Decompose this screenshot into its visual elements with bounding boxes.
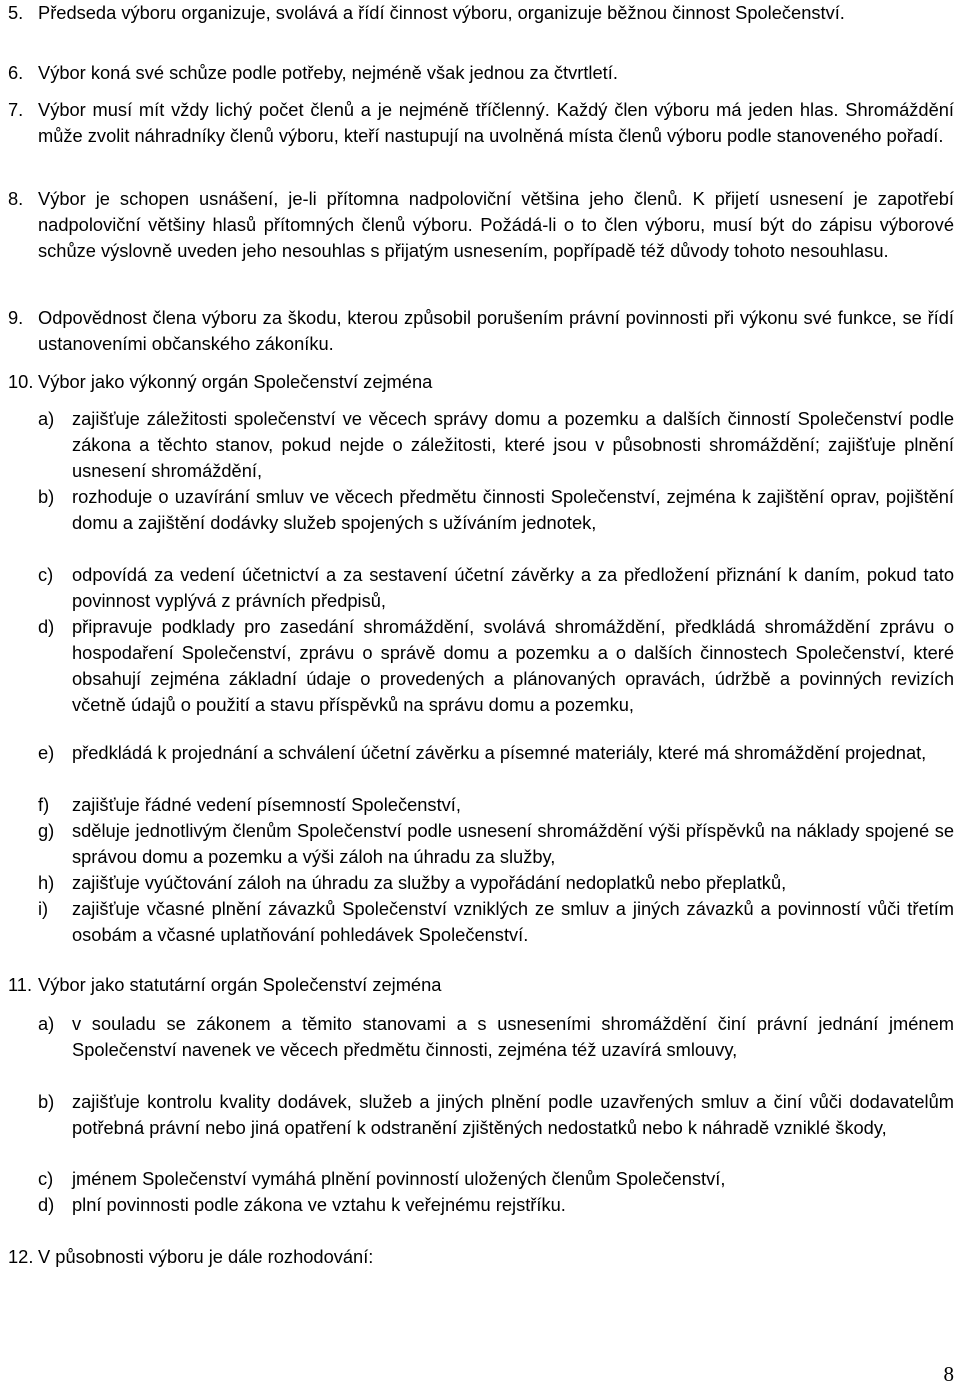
sub-item-text: předkládá k projednání a schválení účetní závěrku a písemné materiály, které má shromáždění projednat,	[72, 742, 927, 763]
article-item-6	[8, 60, 954, 86]
item-text: Výbor jako statutární orgán Společenství zejména	[38, 974, 442, 995]
item-number: 11.	[8, 974, 33, 995]
sub-item-letter: e)	[38, 742, 55, 763]
sub-item-letter: i)	[38, 898, 49, 919]
sub-item-text: zajišťuje řádné vedení písemností Společenství,	[72, 794, 461, 815]
sub-item-text: odpovídá za vedení účetnictví a za sestavení účetní závěrky a za předložení přiznání k daním, pokud tato povinnost vyplývá z právních předpisů,	[72, 564, 954, 611]
item-text: Předseda výboru organizuje, svolává a řídí činnost výboru, organizuje běžnou činnost Společenství.	[38, 2, 845, 23]
sub-item-text: připravuje podklady pro zasedání shromáždění, svolává shromáždění, předkládá shromáždění zprávu o hospodaření Společenství, zprávu o správě domu a pozemku a o dalších činnostech Společenství, které obsahují zejména základní údaje o provedených a plánovaných opravách, údržbě a povinných revizích včetně údajů o použití a stavu příspěvků na správu domu a pozemku,	[72, 616, 954, 715]
sub-item-letter: a)	[38, 1013, 55, 1034]
sub-item-text: sděluje jednotlivým členům Společenství podle usnesení shromáždění výši příspěvků na náklady spojené se správou domu a pozemku a výši záloh na úhradu za služby,	[72, 820, 954, 867]
sub-item-10e	[38, 740, 954, 766]
item-text: Výbor jako výkonný orgán Společenství zejména	[38, 371, 433, 392]
sub-item-text: rozhoduje o uzavírání smluv ve věcech předmětu činnosti Společenství, zejména k zajištění oprav, pojištění domu a zajištění dodávky služeb spojených s užíváním jednotek,	[72, 486, 954, 533]
item-text: Výbor je schopen usnášení, je-li přítomna nadpoloviční většina jeho členů. K přijetí usnesení je zapotřebí nadpoloviční většiny hlasů přítomných členů výboru. Požádá-li o to člen výboru, musí být do zápisu výborové schůze výslovně uveden jeho nesouhlas s přijatým usnesením, popřípadě též důvody tohoto nesouhlasu.	[38, 188, 954, 261]
sub-item-10a	[38, 406, 954, 484]
sub-item-letter: d)	[38, 1194, 55, 1215]
sub-item-text: zajišťuje záležitosti společenství ve věcech správy domu a pozemku a dalších činností Společenství podle zákona a těchto stanov, pokud nejde o záležitosti, které jsou v působnosti shromáždění; zajišťuje plnění usnesení shromáždění,	[72, 408, 954, 481]
item-number: 10.	[8, 371, 34, 392]
item-text: V působnosti výboru je dále rozhodování:	[38, 1246, 374, 1267]
article-item-11	[8, 972, 954, 998]
item-text: Výbor musí mít vždy lichý počet členů a je nejméně tříčlenný. Každý člen výboru má jeden hlas. Shromáždění může zvolit náhradníky členů výboru, kteří nastupují na uvolněná místa členů výboru podle stanoveného pořadí.	[38, 99, 954, 146]
item-number: 8.	[8, 188, 24, 209]
article-item-7	[8, 97, 954, 149]
sub-item-letter: f)	[38, 794, 50, 815]
sub-item-letter: b)	[38, 1091, 55, 1112]
sub-item-11b	[38, 1089, 954, 1141]
sub-item-letter: h)	[38, 872, 55, 893]
item-number: 9.	[8, 307, 24, 328]
sub-item-letter: a)	[38, 408, 55, 429]
sub-item-letter: c)	[38, 1168, 54, 1189]
sub-item-letter: c)	[38, 564, 54, 585]
item-text: Odpovědnost člena výboru za škodu, kterou způsobil porušením právní povinnosti při výkonu své funkce, se řídí ustanoveními občanského zákoníku.	[38, 307, 954, 354]
article-item-8	[8, 186, 954, 264]
sub-item-10i	[38, 896, 954, 948]
sub-item-letter: d)	[38, 616, 55, 637]
sub-item-10c	[38, 562, 954, 614]
item-number: 12.	[8, 1246, 34, 1267]
sub-item-text: plní povinnosti podle zákona ve vztahu k veřejnému rejstříku.	[72, 1194, 566, 1215]
sub-item-10f	[38, 792, 954, 818]
article-item-9	[8, 305, 954, 357]
sub-item-10g	[38, 818, 954, 870]
article-item-10	[8, 369, 954, 395]
sub-item-11d	[38, 1192, 954, 1218]
sub-item-10h	[38, 870, 954, 896]
sub-item-10d	[38, 614, 954, 718]
sub-item-letter: b)	[38, 486, 55, 507]
sub-item-text: zajišťuje vyúčtování záloh na úhradu za služby a vypořádání nedoplatků nebo přeplatků,	[72, 872, 787, 893]
sub-item-letter: g)	[38, 820, 55, 841]
sub-item-text: zajišťuje včasné plnění závazků Společenství vzniklých ze smluv a jiných závazků a povinností vůči třetím osobám a včasné uplatňování pohledávek Společenství.	[72, 898, 954, 945]
article-item-12	[8, 1244, 954, 1270]
sub-item-10b	[38, 484, 954, 536]
item-number: 6.	[8, 62, 24, 83]
page-number: 8	[943, 1362, 954, 1386]
item-text: Výbor koná své schůze podle potřeby, nejméně však jednou za čtvrtletí.	[38, 62, 618, 83]
sub-item-text: zajišťuje kontrolu kvality dodávek, služeb a jiných plnění podle uzavřených smluv a činí vůči dodavatelům potřebná právní nebo jiná opatření k odstranění zjištěných nedostatků nebo k náhradě vzniklé škody,	[72, 1091, 954, 1138]
item-number: 5.	[8, 2, 24, 23]
article-item-5	[8, 0, 954, 26]
item-number: 7.	[8, 99, 24, 120]
sub-item-11a	[38, 1011, 954, 1063]
sub-item-text: jménem Společenství vymáhá plnění povinností uložených členům Společenství,	[72, 1168, 726, 1189]
sub-item-text: v souladu se zákonem a těmito stanovami a s usneseními shromáždění činí právní jednání jménem Společenství navenek ve věcech předmětu činnosti, zejména též uzavírá smlouvy,	[72, 1013, 954, 1060]
sub-item-11c	[38, 1166, 954, 1192]
